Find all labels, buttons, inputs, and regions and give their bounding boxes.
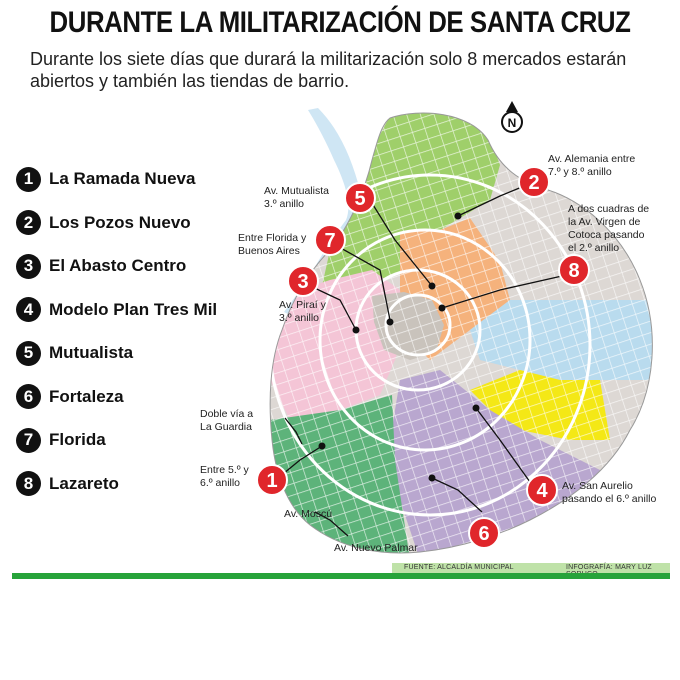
legend-number-badge: 5 <box>16 341 41 366</box>
pin-number: 5 <box>354 188 366 210</box>
legend-market-name: Modelo Plan Tres Mil <box>49 299 218 319</box>
legend-market-name: El Abasto Centro <box>49 256 187 275</box>
callout-5-line1: Av. Mutualista <box>264 185 329 197</box>
callout-8-line4: el 2.º anillo <box>568 242 620 254</box>
callout-4-line1: Av. San Aurelio <box>562 480 633 492</box>
legend-number-badge: 8 <box>16 471 41 496</box>
callout-doble-via-line2: La Guardia <box>200 421 252 433</box>
legend-market-name: Mutualista <box>49 343 134 362</box>
market-pin-2[interactable] <box>519 167 549 197</box>
legend-number-badge: 3 <box>16 254 41 279</box>
legend-number-badge: 7 <box>16 428 41 453</box>
page-title: DURANTE LA MILITARIZACIÓN DE SANTA CRUZ <box>49 6 631 39</box>
market-pin-3[interactable] <box>288 266 318 296</box>
market-pin-7[interactable] <box>315 225 345 255</box>
label-av-nuevo-palmar: Av. Nuevo Palmar <box>334 542 418 554</box>
callout-3-line1: Av. Piraí y <box>279 299 326 311</box>
legend-number-badge: 1 <box>16 167 41 192</box>
callout-4-line2: pasando el 6.º anillo <box>562 493 657 505</box>
footer-source: FUENTE: ALCALDÍA MUNICIPAL <box>404 564 514 571</box>
legend-market-name: Fortaleza <box>49 386 124 406</box>
pin-number: 4 <box>536 480 548 502</box>
market-pin-8[interactable] <box>559 255 589 285</box>
callout-8-line1: A dos cuadras de <box>568 203 650 215</box>
legend-number-badge: 4 <box>16 297 41 322</box>
label-av-moscu: Av. Moscú <box>284 508 333 520</box>
callout-8-line2: la Av. Virgen de <box>568 216 641 228</box>
legend-number-badge: 2 <box>16 210 41 235</box>
pin-number: 2 <box>528 172 540 194</box>
callout-1-line2: 6.º anillo <box>200 477 241 489</box>
legend-number-badge: 6 <box>16 384 41 409</box>
pin-number: 8 <box>568 260 580 282</box>
legend-market-name: Los Pozos Nuevo <box>49 212 191 232</box>
market-pin-6[interactable] <box>469 518 499 548</box>
north-arrow-label: N <box>507 116 517 130</box>
market-pin-4[interactable] <box>527 475 557 505</box>
legend-market-name: Lazareto <box>49 473 119 493</box>
callout-3-line2: 3.º anillo <box>279 312 320 324</box>
callout-7-line2: Buenos Aires <box>238 245 300 257</box>
legend-market-name: La Ramada Nueva <box>49 169 196 188</box>
pin-number: 6 <box>478 523 490 545</box>
footer-bar <box>12 573 670 579</box>
pin-number: 3 <box>297 271 309 293</box>
callout-doble-via-line1: Doble vía a <box>200 408 254 420</box>
market-pin-5[interactable] <box>345 183 375 213</box>
pin-number: 7 <box>324 230 336 252</box>
callout-2-line1: Av. Alemania entre <box>548 153 636 165</box>
callout-5-line2: 3.º anillo <box>264 198 305 210</box>
footer-credit: INFOGRAFÍA: MARY LUZ <box>566 564 652 571</box>
pin-number: 1 <box>266 470 278 492</box>
legend-market-name: Florida <box>49 430 106 449</box>
callout-8-line3: Cotoca pasando <box>568 229 645 241</box>
callout-2-line2: 7.º y 8.º anillo <box>548 166 612 178</box>
north-arrow <box>502 101 522 132</box>
callout-1-line1: Entre 5.º y <box>200 464 249 476</box>
callout-7-line1: Entre Florida y <box>238 232 307 244</box>
market-pin-1[interactable] <box>257 465 287 495</box>
page-subtitle: Durante los siete días que durará la militarización solo 8 mercados estarán abiertos y también las tiendas de barrio. <box>30 49 627 91</box>
